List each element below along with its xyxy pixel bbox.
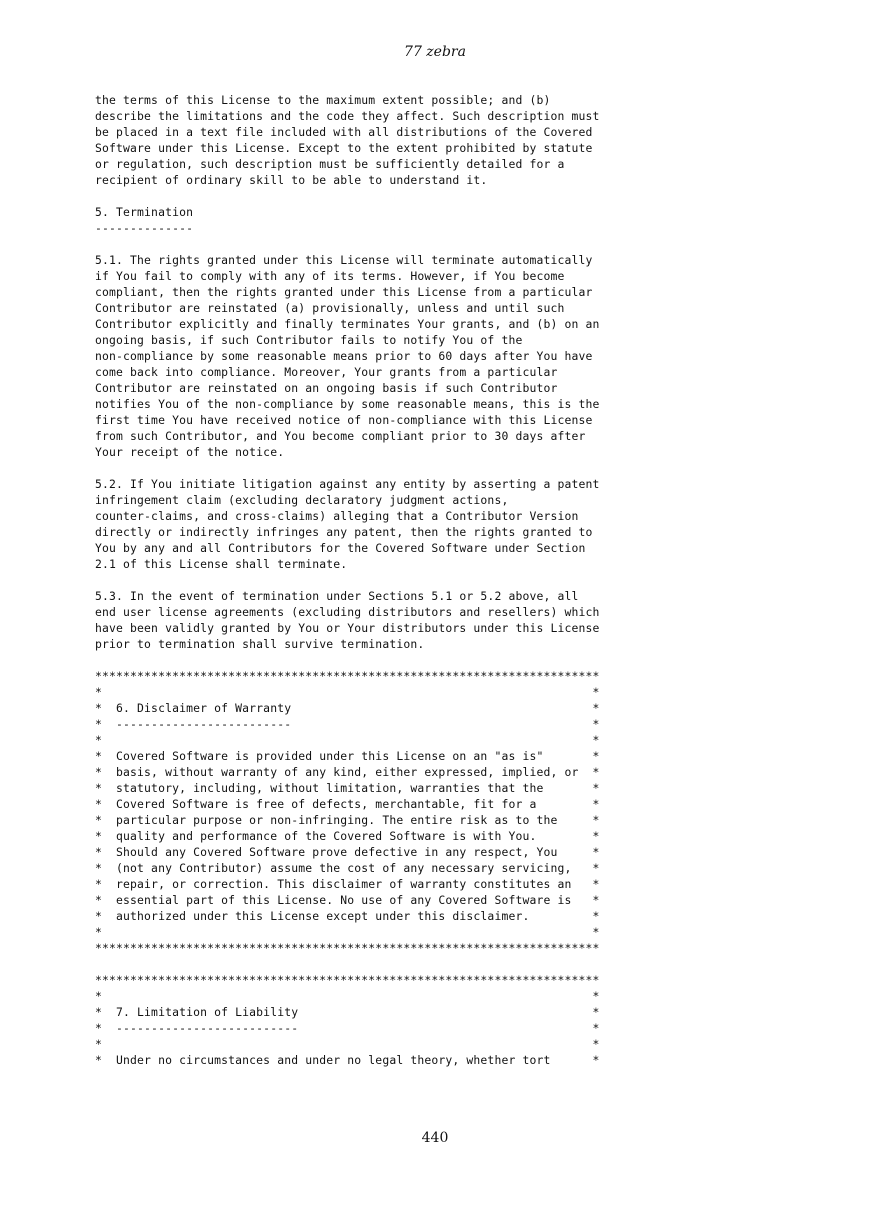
text-line: be placed in a text file included with all distributions of the Covered: [95, 125, 593, 139]
boxed-line: * *: [95, 733, 600, 747]
text-line: directly or indirectly infringes any patent, then the rights granted to: [95, 525, 593, 539]
asterisk-border-line: ************************************************************************: [95, 669, 600, 683]
boxed-line: * Should any Covered Software prove defective in any respect, You *: [95, 845, 600, 859]
text-line: counter-claims, and cross-claims) alleging that a Contributor Version: [95, 509, 579, 523]
text-line: infringement claim (excluding declaratory judgment actions,: [95, 493, 509, 507]
text-line: Contributor are reinstated (a) provisionally, unless and until such: [95, 301, 565, 315]
blank-line: [95, 188, 795, 204]
text-line: end user license agreements (excluding distributors and resellers) which: [95, 605, 600, 619]
boxed-line: * -------------------------- *: [95, 1021, 600, 1035]
text-line: first time You have received notice of non-compliance with this License: [95, 413, 593, 427]
text-line: recipient of ordinary skill to be able to understand it.: [95, 173, 488, 187]
text-line: or regulation, such description must be sufficiently detailed for a: [95, 157, 565, 171]
blank-line: [95, 460, 795, 476]
text-line: come back into compliance. Moreover, Your grants from a particular: [95, 365, 558, 379]
boxed-line: * basis, without warranty of any kind, either expressed, implied, or *: [95, 765, 600, 779]
boxed-line: * essential part of this License. No use of any Covered Software is *: [95, 893, 600, 907]
section-underline: --------------: [95, 221, 194, 235]
text-line: from such Contributor, and You become compliant prior to 30 days after: [95, 429, 586, 443]
boxed-line: * particular purpose or non-infringing. The entire risk as to the *: [95, 813, 600, 827]
boxed-line: * *: [95, 1037, 600, 1051]
boxed-line: * Covered Software is provided under this License on an "as is" *: [95, 749, 600, 763]
text-line: You by any and all Contributors for the Covered Software under Section: [95, 541, 586, 555]
text-line: Software under this License. Except to the extent prohibited by statute: [95, 141, 593, 155]
text-line: Contributor explicitly and finally terminates Your grants, and (b) on an: [95, 317, 600, 331]
section-heading-disclaimer: * 6. Disclaimer of Warranty *: [95, 701, 600, 715]
text-line: Your receipt of the notice.: [95, 445, 285, 459]
text-line: 5.2. If You initiate litigation against any entity by asserting a patent: [95, 477, 600, 491]
text-line: 5.3. In the event of termination under Sections 5.1 or 5.2 above, all: [95, 589, 579, 603]
boxed-line: * *: [95, 685, 600, 699]
text-line: non-compliance by some reasonable means prior to 60 days after You have: [95, 349, 593, 363]
text-line: the terms of this License to the maximum extent possible; and (b): [95, 93, 551, 107]
boxed-line: * quality and performance of the Covered Software is with You. *: [95, 829, 600, 843]
text-line: prior to termination shall survive termination.: [95, 637, 425, 651]
boxed-line: * *: [95, 925, 600, 939]
asterisk-border-line: ************************************************************************: [95, 973, 600, 987]
blank-line: [95, 956, 795, 972]
text-line: ongoing basis, if such Contributor fails to notify You of the: [95, 333, 523, 347]
boxed-line: * *: [95, 989, 600, 1003]
blank-line: [95, 236, 795, 252]
section-heading-limitation: * 7. Limitation of Liability *: [95, 1005, 600, 1019]
license-text-body: [95, 92, 795, 1068]
boxed-line: * Covered Software is free of defects, merchantable, fit for a *: [95, 797, 600, 811]
text-line: describe the limitations and the code they affect. Such description must: [95, 109, 600, 123]
running-header: 77 zebra: [404, 44, 466, 60]
boxed-line: * authorized under this License except under this disclaimer. *: [95, 909, 600, 923]
blank-line: [95, 572, 795, 588]
text-line: Contributor are reinstated on an ongoing basis if such Contributor: [95, 381, 558, 395]
text-line: 2.1 of this License shall terminate.: [95, 557, 348, 571]
page-number: 440: [421, 1130, 449, 1146]
text-line: 5.1. The rights granted under this License will terminate automatically: [95, 253, 593, 267]
section-heading-termination: 5. Termination: [95, 205, 194, 219]
text-line: notifies You of the non-compliance by some reasonable means, this is the: [95, 397, 600, 411]
boxed-line: * (not any Contributor) assume the cost of any necessary servicing, *: [95, 861, 600, 875]
boxed-line: * ------------------------- *: [95, 717, 600, 731]
text-line: if You fail to comply with any of its terms. However, if You become: [95, 269, 565, 283]
text-line: compliant, then the rights granted under this License from a particular: [95, 285, 593, 299]
text-line: have been validly granted by You or Your distributors under this License: [95, 621, 600, 635]
blank-line: [95, 652, 795, 668]
boxed-line: * repair, or correction. This disclaimer of warranty constitutes an *: [95, 877, 600, 891]
asterisk-border-line: ************************************************************************: [95, 941, 600, 955]
boxed-line: * Under no circumstances and under no legal theory, whether tort *: [95, 1053, 600, 1067]
boxed-line: * statutory, including, without limitation, warranties that the *: [95, 781, 600, 795]
